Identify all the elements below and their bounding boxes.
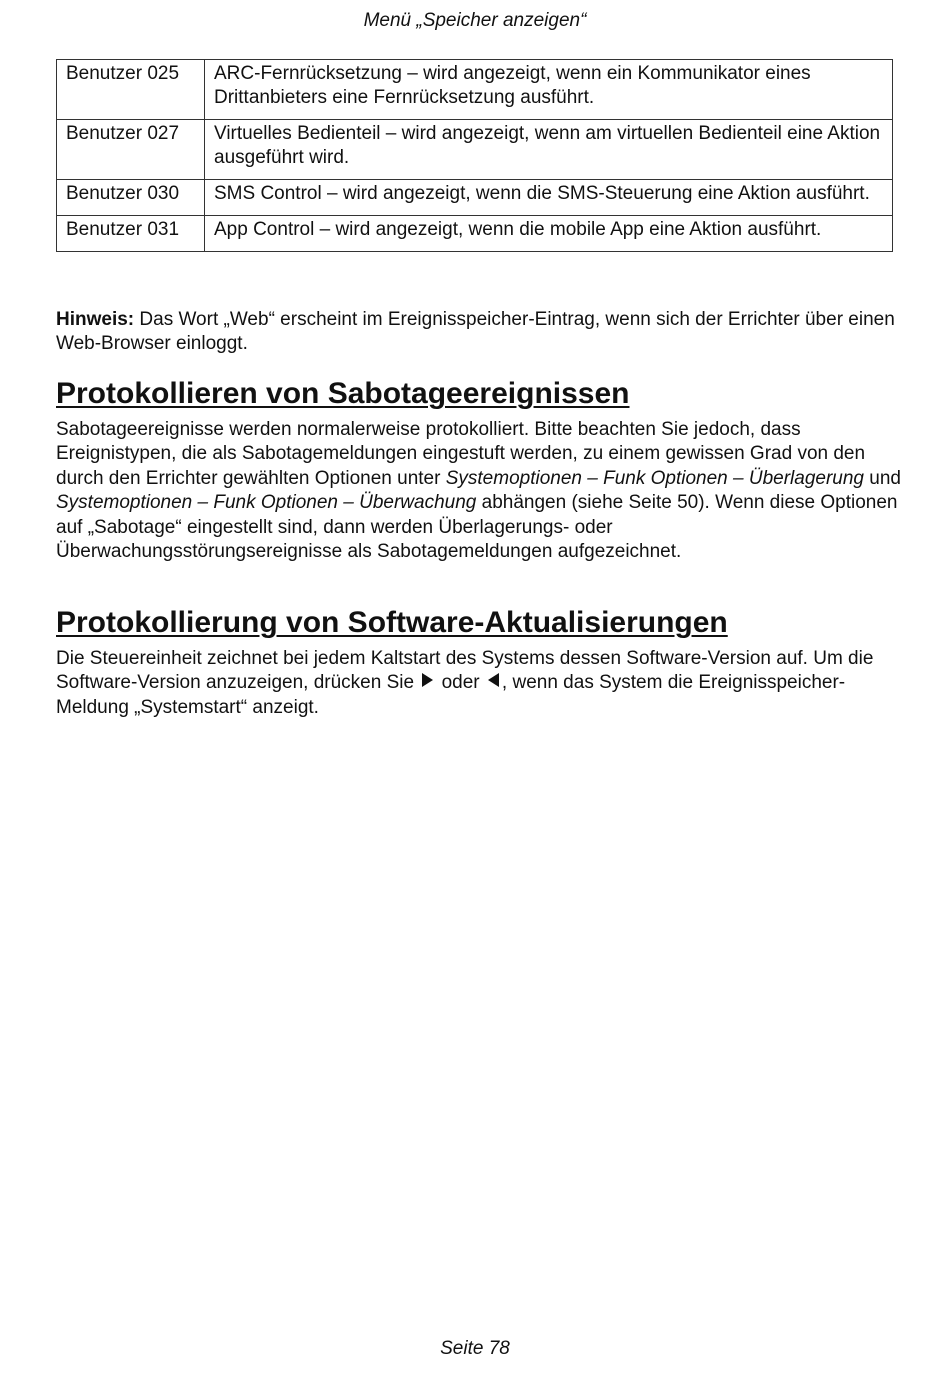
software-text-2: oder	[441, 672, 480, 694]
user-cell: Benutzer 025	[57, 60, 205, 120]
description-cell: App Control – wird angezeigt, wenn die mobile App eine Aktion ausführt.	[205, 216, 893, 252]
note-text: Das Wort „Web“ erscheint im Ereignisspeicher-Eintrag, wenn sich der Errichter über einen Web-Browser einloggt.	[56, 309, 895, 354]
table-row	[57, 180, 893, 216]
triangle-left-icon	[488, 673, 499, 687]
description-cell: ARC-Fernrücksetzung – wird angezeigt, wenn ein Kommunikator eines Drittanbieters eine Fernrücksetzung ausführt.	[205, 60, 893, 120]
note-label: Hinweis:	[56, 309, 135, 330]
page-header: Menü „Speicher anzeigen“	[363, 10, 587, 31]
user-cell: Benutzer 031	[57, 216, 205, 252]
software-paragraph	[56, 647, 901, 720]
sabotage-heading: Protokollieren von Sabotageereignissen	[56, 377, 630, 410]
option-overlay-path: Systemoptionen – Funk Optionen – Überlagerung	[445, 467, 864, 489]
description-cell: SMS Control – wird angezeigt, wenn die SMS-Steuerung eine Aktion ausführt.	[205, 180, 893, 216]
page-number: Seite 78	[440, 1338, 510, 1359]
user-events-table	[56, 59, 893, 252]
note-paragraph	[56, 308, 896, 356]
user-cell: Benutzer 030	[57, 180, 205, 216]
sabotage-text-1: Sabotageereignisse werden normalerweise protokolliert. Bitte beachten Sie jedoch, dass Ereignistypen, die als Sabotagemeldungen eingestuft werden, zu einem gewissen Grad von den durch den Errichter gewählten Optionen unter	[56, 419, 866, 489]
triangle-right-icon	[422, 673, 433, 687]
software-heading: Protokollierung von Software-Aktualisierungen	[56, 606, 728, 639]
software-text-1: Die Steuereinheit zeichnet bei jedem Kaltstart des Systems dessen Software-Version auf. Um die Software-Version anzuzeigen, drücken Sie	[56, 648, 874, 694]
table-row	[57, 120, 893, 180]
sabotage-text-3: abhängen (siehe Seite 50). Wenn diese Optionen auf „Sabotage“ eingestellt sind, dann werden Überlagerungs- oder Überwachungsstörungsereignisse als Sabotagemeldungen aufgezeichnet.	[56, 492, 898, 563]
description-cell: Virtuelles Bedienteil – wird angezeigt, wenn am virtuellen Bedienteil eine Aktion ausgeführt wird.	[205, 120, 893, 180]
user-cell: Benutzer 027	[57, 120, 205, 180]
software-text-3: , wenn das System die Ereignisspeicher-Meldung „Systemstart“ anzeigt.	[56, 672, 846, 718]
table-row	[57, 60, 893, 120]
option-supervision-path: Systemoptionen – Funk Optionen – Überwachung	[56, 492, 477, 514]
sabotage-paragraph	[56, 418, 901, 564]
sabotage-text-2: und	[864, 467, 901, 489]
table-row	[57, 216, 893, 252]
